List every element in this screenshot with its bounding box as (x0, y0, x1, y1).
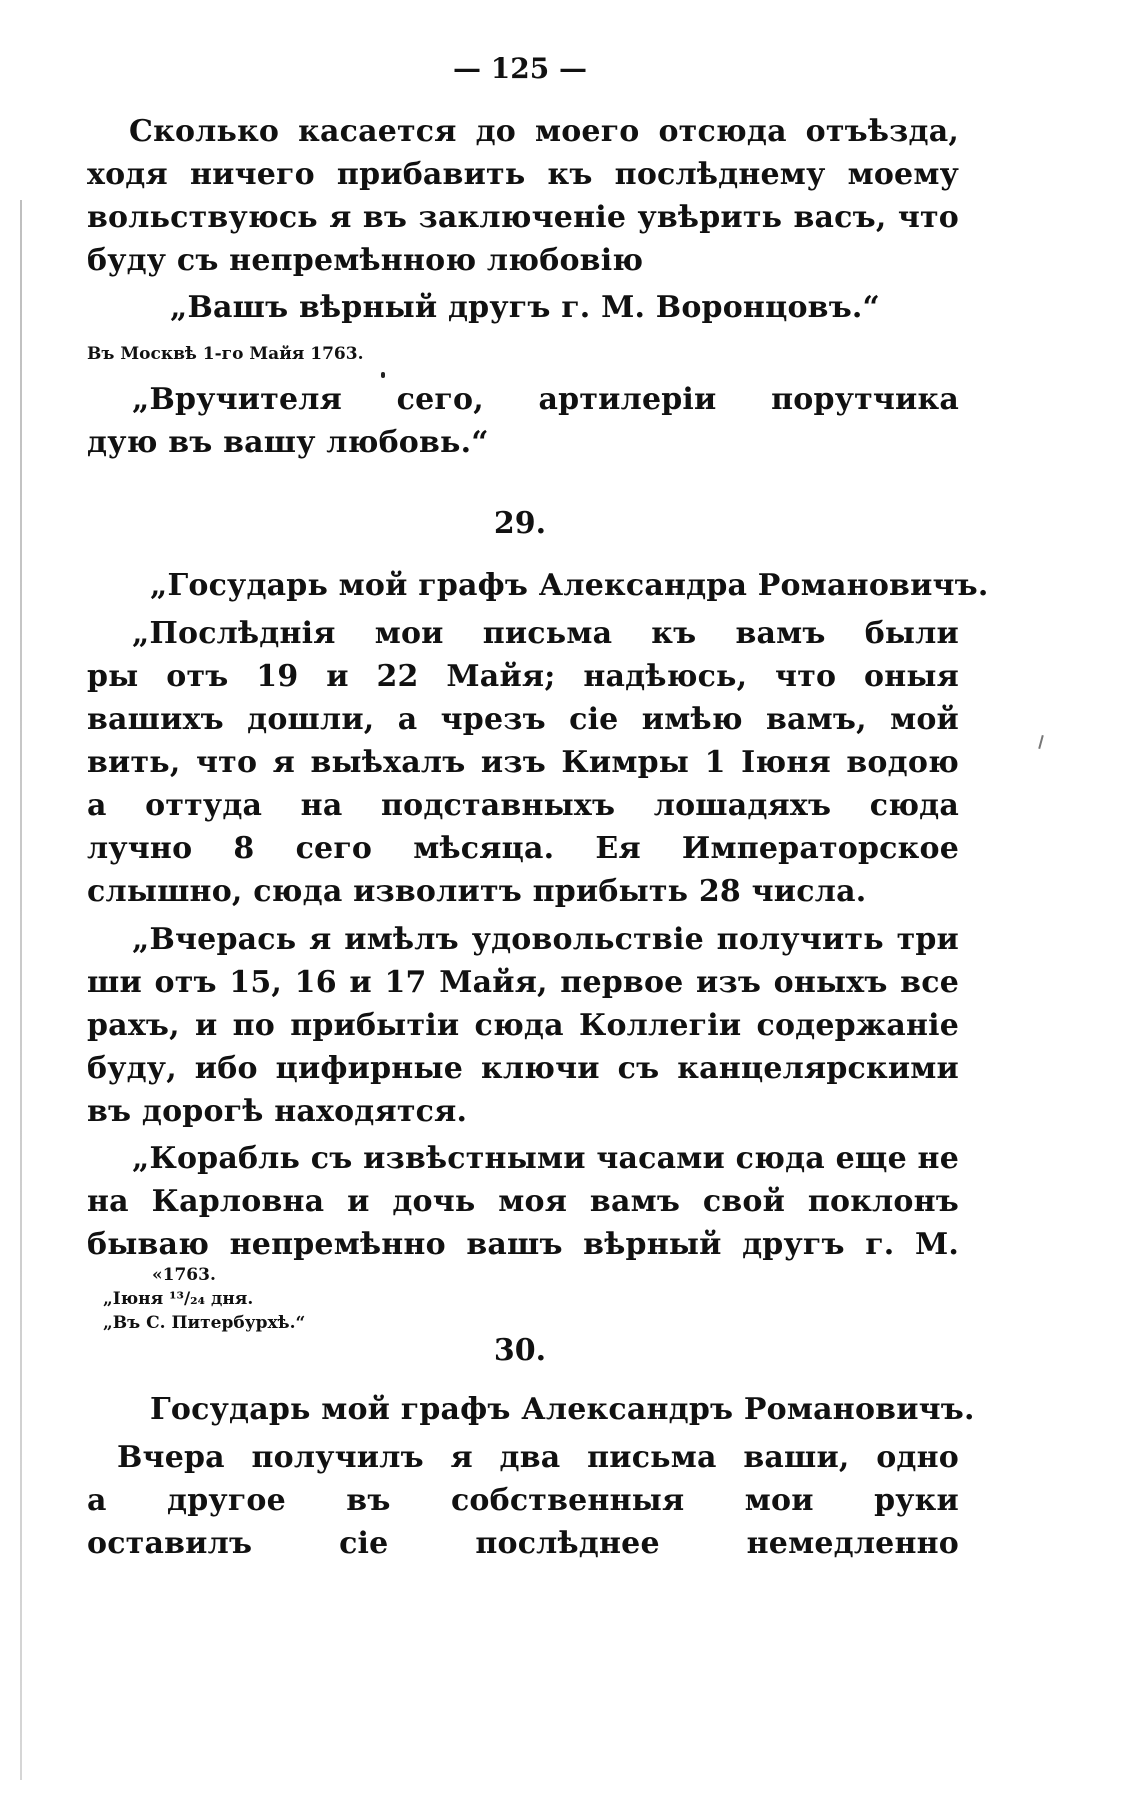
text-line: буду, ибо цифирные ключи съ канцелярскими (87, 1051, 959, 1086)
text-line: Сколько касается до моего отсюда отъѣзда, (129, 114, 959, 149)
text-line: въ дорогѣ находятся. (87, 1094, 468, 1129)
signature: „Вашъ вѣрный другъ г. М. Воронцовъ.“ (170, 290, 881, 325)
text-line: „Вчерась я имѣлъ удовольствіе получить три (132, 922, 959, 957)
text-line: а другое въ собственныя мои руки (87, 1483, 959, 1518)
scan-edge-line (20, 200, 22, 1780)
text-line: „Корабль съ извѣстными часами сюда еще не (132, 1141, 959, 1176)
letter-salutation: Государь мой графъ Александръ Романовичъ. (150, 1392, 975, 1427)
letter-number: 30. (493, 1333, 547, 1368)
date-line: Въ Москвѣ 1-го Майя 1763. (87, 344, 364, 364)
text-line: буду съ непремѣнною любовію (87, 243, 644, 278)
dateline-year: «1763. (152, 1265, 216, 1285)
dateline-day: „Іюня ¹³/₂₄ дня. (103, 1289, 254, 1309)
text-line: оставилъ сіе послѣднее немедленно (87, 1526, 959, 1561)
page-number: — 125 — (453, 52, 587, 85)
text-line: ходя ничего прибавить къ послѣднему моему (87, 157, 959, 192)
text-line: вашихъ дошли, а чрезъ сіе имѣю вамъ, мой (87, 702, 959, 737)
text-line: вить, что я выѣхалъ изъ Кимры 1 Іюня водою (87, 745, 959, 780)
text-line: Вчера получилъ я два письма ваши, одно (117, 1440, 959, 1475)
text-line: рахъ, и по прибытіи сюда Коллегіи содержаніе (87, 1008, 959, 1043)
stray-dot (381, 372, 385, 378)
text-line: дую въ вашу любовь.“ (87, 425, 489, 460)
text-line: ры отъ 19 и 22 Майя; надѣюсь, что оныя (87, 659, 959, 694)
text-line: бываю непремѣнно вашъ вѣрный другъ г. М. (87, 1227, 959, 1262)
letter-number: 29. (493, 506, 547, 541)
letter-salutation: „Государь мой графъ Александра Романовичъ. (150, 568, 989, 603)
text-line: слышно, сюда изволитъ прибыть 28 числа. (87, 874, 867, 909)
text-line: „Послѣднія мои письма къ вамъ были (132, 616, 959, 651)
stray-mark (1038, 735, 1044, 749)
text-line: а оттуда на подставныхъ лошадяхъ сюда (87, 788, 959, 823)
text-line: ши отъ 15, 16 и 17 Майя, первое изъ оныхъ все (87, 965, 959, 1000)
text-line: „Вручителя сего, артилеріи порутчика (132, 382, 959, 417)
text-line: вольствуюсь я въ заключеніе увѣрить васъ, что (87, 200, 959, 235)
text-line: на Карловна и дочь моя вамъ свой поклонъ (87, 1184, 959, 1219)
text-line: лучно 8 сего мѣсяца. Ея Императорское (87, 831, 959, 866)
dateline-place: „Въ С. Питербурхѣ.“ (103, 1313, 306, 1333)
